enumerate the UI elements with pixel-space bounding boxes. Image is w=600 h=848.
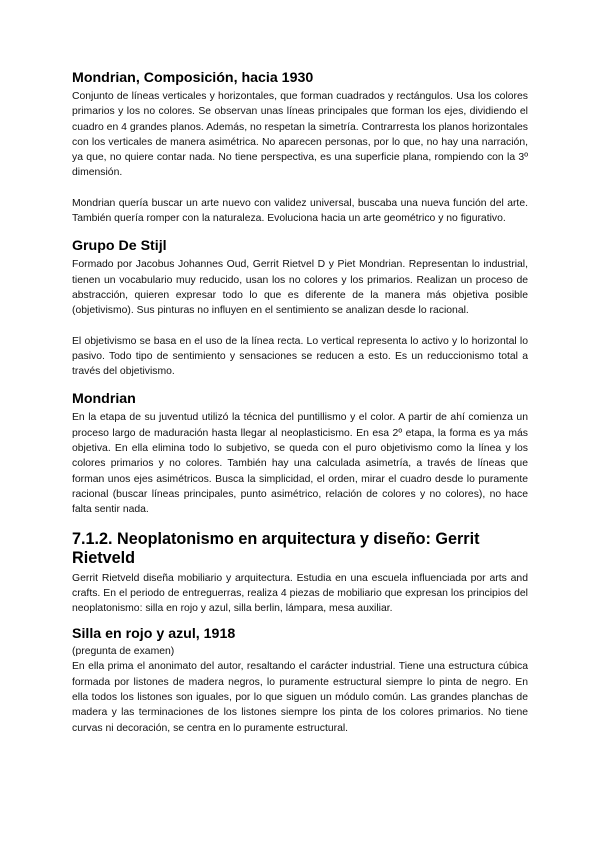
section-mondrian-composicion <box>72 70 528 226</box>
section-heading: Mondrian, Composición, hacia 1930 <box>72 70 314 86</box>
paragraph: Conjunto de líneas verticales y horizontales, que forman cuadrados y rectángulos. Usa los colores primarios y los no colores. Se observan unas líneas principales que forman los ejes, dividiendo el cuadro en 4 grandes planos. Además, no respetan la simetría. Contrarresta los planos horizontales con los verticales de manera asimétrica. No aparecen personas, por lo que, no hay una narración, ya que, no quiere contar nada. No tiene perspectiva, es una superficie plana, rompiendo con la 3º dimensión. <box>72 91 528 179</box>
paragraph: En ella prima el anonimato del autor, resaltando el carácter industrial. Tiene una estructura cúbica formada por listones de madera negros, lo puramente estructural siempre lo pinta de negro. En ella todos los listones son iguales, por lo que siguen un módulo común. Las grandes planchas de madera y las terminaciones de los listones siempre los pinta de los colores primarios. No tiene curvas ni decoración, se centra en lo puramente estructural. <box>72 661 528 734</box>
paragraph: Mondrian quería buscar un arte nuevo con validez universal, buscaba una nueva función del arte. También quería romper con la naturaleza. Evoluciona hacia un arte geométrico y no figurativo. <box>72 197 528 225</box>
paragraph: Formado por Jacobus Johannes Oud, Gerrit Rietvel D y Piet Mondrian. Representan lo industrial, tienen un vocabulario muy reducido, usan los no colores y los primarios. Realizan un proceso de abstracción, quieren expresar todo lo que es diferente de la manera más objetiva posible (objetivismo). Sus pinturas no influyen en el sentimiento se analizan desde lo racional. <box>72 259 528 317</box>
paragraph: Gerrit Rietveld diseña mobiliario y arquitectura. Estudia en una escuela influenciada por arts and crafts. En el periodo de entreguerras, realiza 4 piezas de mobiliario que expresan los principios del neoplatonismo: silla en rojo y azul, silla berlin, lámpara, mesa auxiliar. <box>72 572 528 615</box>
section-grupo-de-stijl <box>72 238 528 379</box>
exam-note: (pregunta de examen) <box>72 646 175 658</box>
section-heading-large: 7.1.2. Neoplatonismo en arquitectura y diseño: Gerrit Rietveld <box>72 529 480 567</box>
paragraph: El objetivismo se basa en el uso de la línea recta. Lo vertical representa lo activo y lo horizontal lo pasivo. Todo tipo de sentimiento y sensaciones se reducen a esto. Es un reduccionismo total a través del objetivismo. <box>72 335 528 378</box>
section-heading: Grupo De Stijl <box>72 238 167 255</box>
section-heading: Mondrian <box>72 391 136 408</box>
document-body <box>72 70 528 736</box>
section-silla-rojo-azul <box>72 626 528 735</box>
section-mondrian <box>72 391 528 517</box>
section-heading: Silla en rojo y azul, 1918 <box>72 626 236 643</box>
paragraph: En la etapa de su juventud utilizó la técnica del puntillismo y el color. A partir de ahí comienza un proceso largo de maduración hasta llegar al neoplasticismo. En esa 2º etapa, la forma es ya más objetiva. En ella elimina todo lo subjetivo, se queda con el puro objetivismo como la línea y los colores primarios y no colores. También hay una calculada asimetría, a través de líneas que forman unos ejes asimétricos. Busca la simplicidad, el orden, mirar el cuadro desde lo puramente racional (buscar líneas principales, punto asimétrico, relación de colores y no colores), no hace falta sentir nada. <box>72 412 528 516</box>
section-neoplatonismo <box>72 530 528 617</box>
